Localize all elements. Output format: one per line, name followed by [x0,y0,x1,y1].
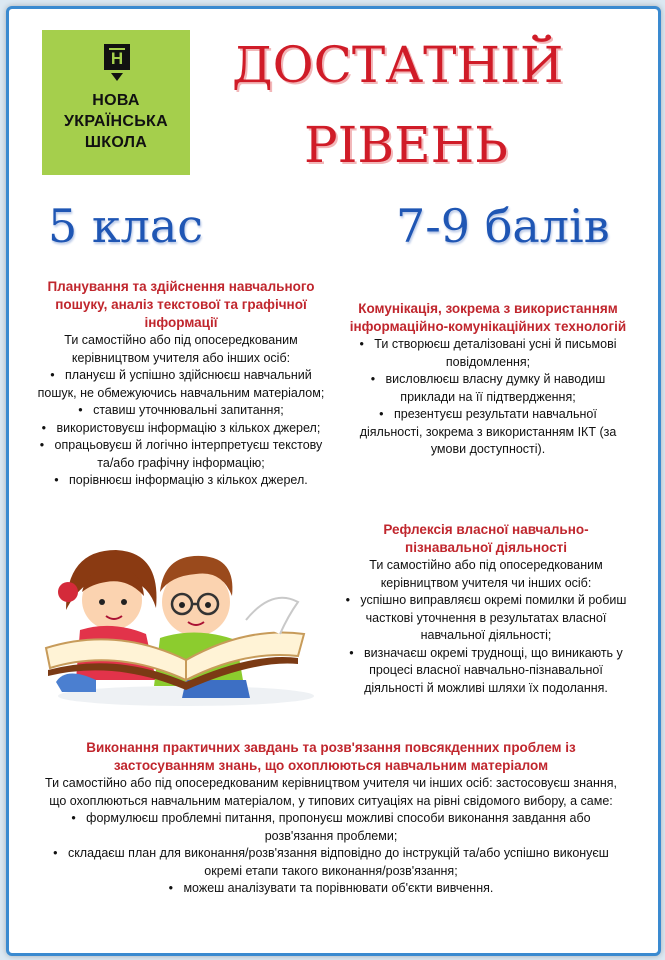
list-item: • використовуєш інформацію з кількох джерел; [36,420,326,438]
nush-logo [42,30,190,175]
children-reading-illustration [36,530,336,710]
title-line-1: ДОСТАТНІЙ [232,36,564,94]
section-heading: Комунікація, зокрема з використанням інформаційно-комунікаційних технологій [349,301,627,334]
list-item: • успішно виправляєш окремі помилки й робиш часткові уточнення в результатах власної навчальної діяльності; [340,592,632,645]
list-item: • можеш аналізувати та порівнювати об'єкти вивчення. [40,880,622,898]
section-practice [40,739,622,898]
title-line-2: РІВЕНЬ [304,116,508,174]
list-item: • висловлюєш власну думку й наводиш приклади на її підтвердження; [348,371,628,406]
section-planning [36,278,326,490]
score-label: 7-9 балів [396,199,610,253]
grade-label: 5 клас [48,199,204,253]
section-communication [348,300,628,459]
section-list [348,336,628,459]
list-item: • плануєш й успішно здійснюєш навчальний пошук, не обмежуючись навчальним матеріалом; [36,367,326,402]
list-item: • Ти створюєш деталізовані усні й письмові повідомлення; [348,336,628,371]
section-heading: Виконання практичних завдань та розв'язання повсякденних проблем із застосуванням знань, що охоплюються навчальним матеріалом [86,740,576,773]
list-item: • складаєш план для виконання/розв'язання відповідно до інструкцій та/або успішно виконуєш окремі етапи такого виконання/розв'язання; [40,845,622,880]
section-intro: Ти самостійно або під опосередкованим керівництвом учителя чи інших осіб: застосовуєш знання, що охоплюються навчальним матеріалом, у типових ситуаціях на рівні свідомого вибору, а саме: [45,776,617,808]
list-item: • порівнюєш інформацію з кількох джерел. [36,472,326,490]
list-item: • презентуєш результати навчальної діяльності, зокрема з використанням ІКТ (за умови доступності). [348,406,628,459]
logo-text: НОВА УКРАЇНСЬКА ШКОЛА [64,92,168,151]
list-item: • ставиш уточнювальні запитання; [36,402,326,420]
section-intro: Ти самостійно або під опосередкованим керівництвом учителя або інших осіб: [64,333,298,365]
section-list [340,592,632,697]
section-intro: Ти самостійно або під опосередкованим керівництвом учителя чи інших осіб: [369,558,603,590]
section-list [40,810,622,898]
arrow-down-icon [111,73,123,81]
section-heading: Рефлексія власної навчально-пізнавальної діяльності [383,522,589,555]
list-item: • визначаєш окремі труднощі, що виникають у процесі власної навчально-пізнавальної діяльності й можливі шляхи їх подолання. [340,645,632,698]
section-reflection [340,521,632,697]
list-item: • формулюєш проблемні питання, пропонуєш можливі способи виконання завдання або розв'язання проблеми; [40,810,622,845]
section-list [36,367,326,490]
list-item: • опрацьовуєш й логічно інтерпретуєш текстову та/або графічну інформацію; [36,437,326,472]
nush-logo-icon [104,44,130,70]
section-heading: Планування та здійснення навчального пошуку, аналіз текстової та графічної інформації [47,279,315,330]
